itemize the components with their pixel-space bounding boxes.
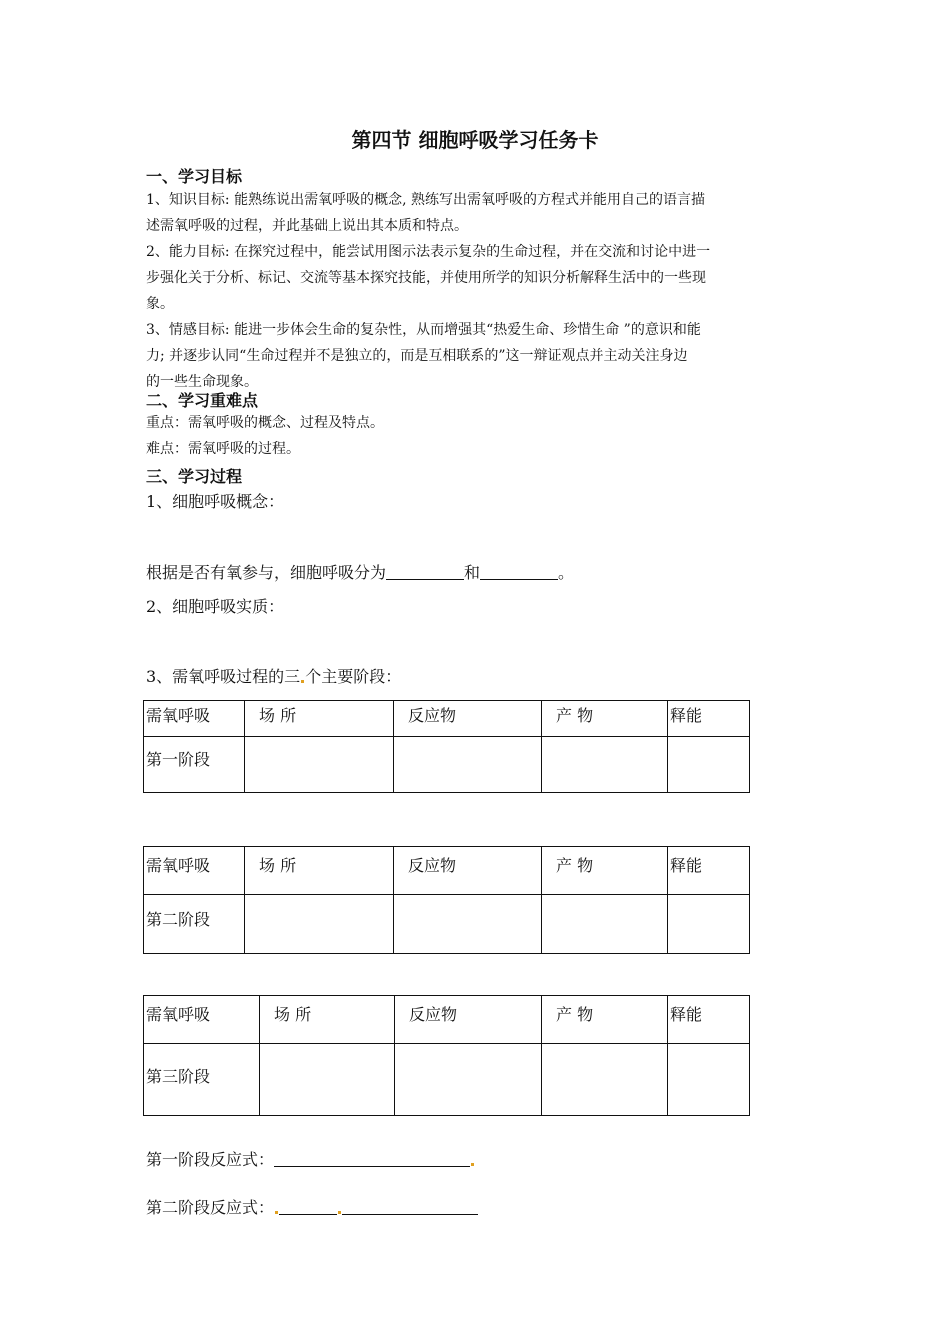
- answer-cell[interactable]: [245, 895, 394, 954]
- stage2-formula-label: 第二阶段反应式：: [146, 1198, 275, 1217]
- header-cell: 需氧呼吸: [144, 996, 260, 1044]
- header-cell: 释能: [668, 847, 750, 895]
- header-cell: 场 所: [260, 996, 395, 1044]
- answer-cell[interactable]: [542, 1044, 668, 1116]
- answer-cell[interactable]: [394, 895, 542, 954]
- section-heading-key-points: 二、学习重难点: [146, 391, 259, 410]
- answer-cell[interactable]: [542, 895, 668, 954]
- objective-line: 步强化关于分析、标记、交流等基本探究技能，并使用所学的知识分析解释生活中的一些现: [146, 270, 706, 286]
- answer-cell[interactable]: [668, 737, 750, 793]
- difficult-point-text: 难点：需氧呼吸的过程。: [146, 441, 300, 457]
- answer-cell[interactable]: [245, 737, 394, 793]
- header-cell: 需氧呼吸: [144, 701, 245, 737]
- item-three-stages-a: 3、需氧呼吸过程的三: [146, 667, 301, 686]
- header-cell: 释能: [668, 996, 750, 1044]
- objective-line: 述需氧呼吸的过程，并此基础上说出其本质和特点。: [146, 218, 468, 234]
- classification-end: 。: [558, 563, 575, 582]
- header-cell: 释能: [668, 701, 750, 737]
- marker-dot: [471, 1163, 474, 1166]
- page-title: 第四节 细胞呼吸学习任务卡: [351, 128, 599, 152]
- header-cell: 产 物: [542, 996, 668, 1044]
- answer-cell[interactable]: [542, 737, 668, 793]
- stage1-formula-line: [146, 1147, 475, 1170]
- answer-cell[interactable]: [260, 1044, 395, 1116]
- item-cell-respiration-concept: 1、细胞呼吸概念：: [146, 492, 285, 511]
- header-cell: 场 所: [245, 701, 394, 737]
- stage1-formula-label: 第一阶段反应式：: [146, 1150, 275, 1169]
- marker-dot: [275, 1211, 278, 1214]
- item-cell-respiration-essence: 2、细胞呼吸实质：: [146, 597, 285, 616]
- stage-label-cell: 第二阶段: [144, 895, 245, 954]
- answer-cell[interactable]: [668, 1044, 750, 1116]
- classification-sentence: [146, 560, 574, 583]
- header-cell: 产 物: [542, 847, 668, 895]
- formula-blank[interactable]: [342, 1198, 478, 1215]
- objective-line: 的一些生命现象。: [146, 374, 258, 390]
- stage2-formula-line: [146, 1195, 478, 1218]
- header-cell: 需氧呼吸: [144, 847, 245, 895]
- blank-field[interactable]: [480, 563, 558, 580]
- objective-line: 1、知识目标: 能熟练说出需氧呼吸的概念, 熟练写出需氧呼吸的方程式并能用自己的语言描: [146, 192, 705, 208]
- marker-dot: [301, 680, 304, 683]
- marker-dot: [338, 1211, 341, 1214]
- objective-line: 3、情感目标: 能进一步体会生命的复杂性，从而增强其“热爱生命、珍惜生命 ”的意识和能: [146, 322, 701, 338]
- stage-table-2: [143, 846, 750, 954]
- section-heading-process: 三、学习过程: [146, 467, 243, 486]
- objective-line: 力; 并逐步认同“生命过程并不是独立的，而是互相联系的”这一辩证观点并主动关注身边: [146, 348, 688, 364]
- stage-label-cell: 第一阶段: [144, 737, 245, 793]
- classification-and: 和: [464, 563, 481, 582]
- answer-cell[interactable]: [395, 1044, 542, 1116]
- item-three-stages-b: 个主要阶段：: [305, 667, 402, 686]
- header-cell: 反应物: [394, 847, 542, 895]
- objectives-text: [146, 187, 808, 395]
- objective-line: 2、能力目标: 在探究过程中，能尝试用图示法表示复杂的生命过程，并在交流和讨论中进一: [146, 244, 711, 260]
- formula-blank[interactable]: [274, 1150, 470, 1167]
- objective-line: 象。: [146, 296, 174, 312]
- header-cell: 反应物: [394, 701, 542, 737]
- stage-table-1: [143, 700, 750, 793]
- answer-cell[interactable]: [394, 737, 542, 793]
- section-heading-objectives: 一、学习目标: [146, 167, 243, 186]
- key-point-text: 重点：需氧呼吸的概念、过程及特点。: [146, 415, 384, 431]
- answer-cell[interactable]: [668, 895, 750, 954]
- classification-prefix: 根据是否有氧参与，细胞呼吸分为: [146, 563, 387, 582]
- stage-table-3: [143, 995, 750, 1116]
- item-three-stages: [146, 664, 401, 687]
- header-cell: 场 所: [245, 847, 394, 895]
- header-cell: 反应物: [395, 996, 542, 1044]
- stage-label-cell: 第三阶段: [144, 1044, 260, 1116]
- formula-blank[interactable]: [279, 1198, 337, 1215]
- blank-field[interactable]: [386, 563, 464, 580]
- header-cell: 产 物: [542, 701, 668, 737]
